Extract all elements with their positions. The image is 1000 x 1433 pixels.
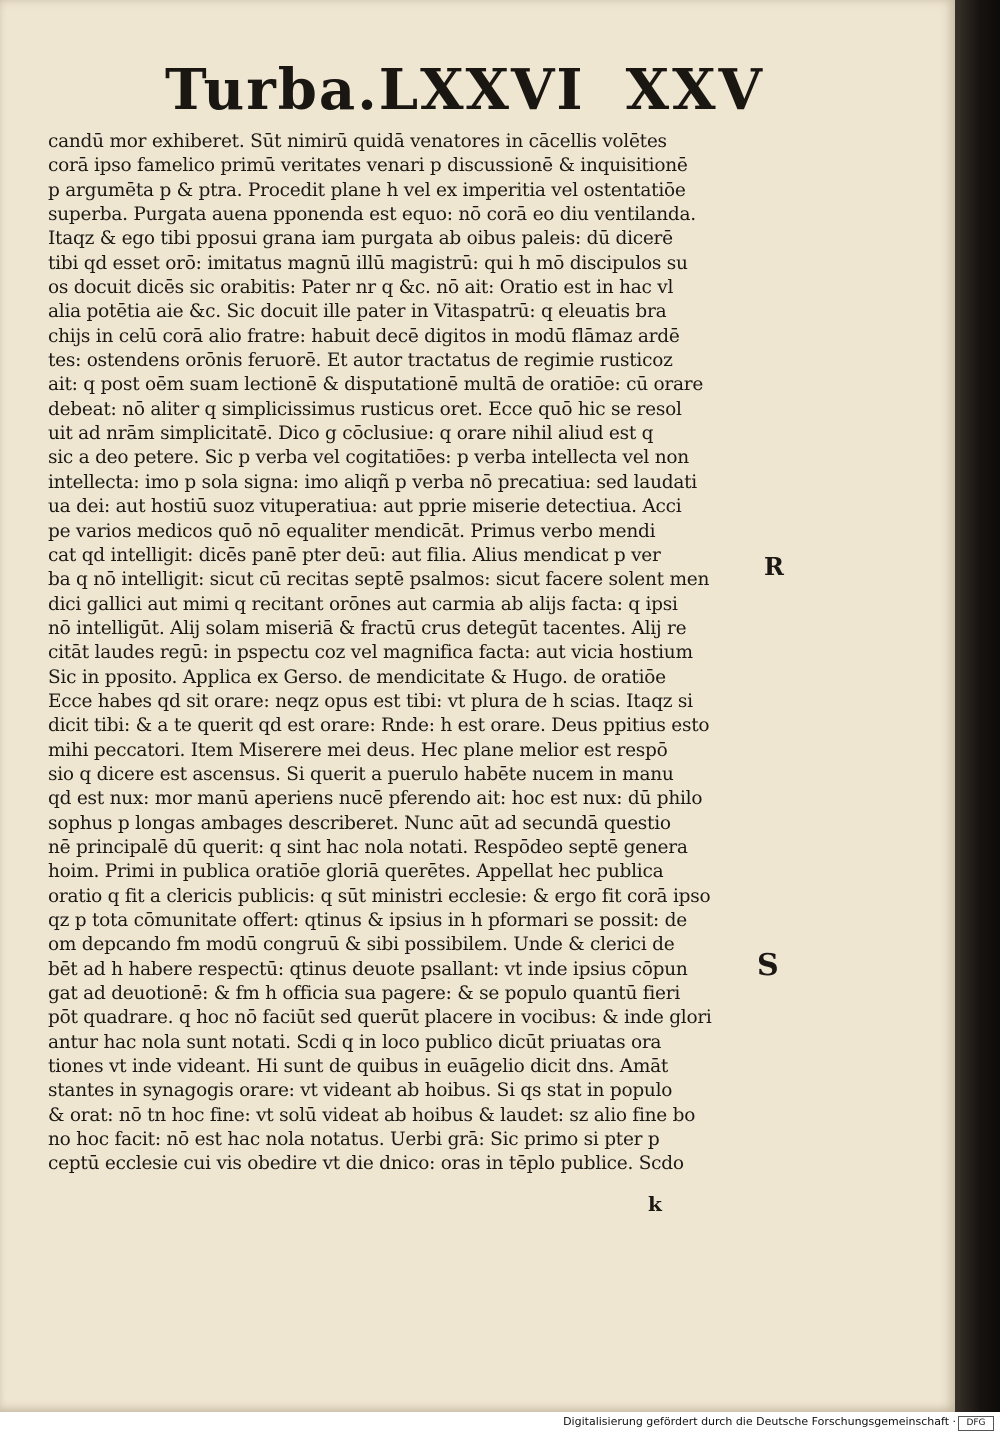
- text-line: om depcando fm modū congruū & sibi possibilem. Unde & clerici de: [48, 934, 675, 956]
- text-line: corā ipso famelico primū veritates venari p discussionē & inquisitionē: [48, 155, 688, 177]
- text-line: tes: ostendens orōnis feruorē. Et autor tractatus de regimie rusticoz: [48, 350, 673, 372]
- running-title: Turba.LXXVI: [165, 57, 585, 123]
- text-line: nē principalē dū querit: q sint hac nola notati. Respōdeo septē genera: [48, 836, 688, 858]
- text-line: stantes in synagogis orare: vt videant ab hoibus. Si qs stat in populo: [48, 1080, 673, 1102]
- text-line: oratio q fit a clericis publicis: q sūt ministri ecclesie: & ergo fit corā ipso: [48, 885, 711, 907]
- text-line: ba q nō intelligit: sicut cū recitas septē psalmos: sicut facere solent men: [48, 569, 710, 591]
- text-line: Ecce habes qd sit orare: neqz opus est tibi: vt plura de h scias. Itaqz si: [48, 690, 693, 712]
- text-line: ceptū ecclesie cui vis obedire vt die dnico: oras in tēplo publice. Scdo: [48, 1153, 684, 1175]
- text-line: superba. Purgata auena pponenda est equo: nō corā eo diu ventilanda.: [48, 204, 696, 226]
- text-line: dici gallici aut mimi q recitant orōnes aut carmia ab alijs facta: q ipsi: [48, 593, 678, 615]
- folio-number: XXV: [625, 57, 765, 123]
- text-line: intellecta: imo p sola signa: imo aliqñ p verba nō precatiua: sed laudati: [48, 471, 697, 493]
- margin-mark-r: R: [764, 552, 784, 581]
- text-line: sio q dicere est ascensus. Si querit a puerulo habēte nucem in manu: [48, 763, 674, 785]
- text-line: tibi qd esset orō: imitatus magnū illū magistrū: qui h mō discipulos su: [48, 252, 688, 274]
- text-line: nō intelligūt. Alij solam miseriā & fractū crus detegūt tacentes. Alij re: [48, 617, 687, 639]
- book-spine: [955, 0, 1000, 1412]
- text-line: Itaqz & ego tibi pposui grana iam purgata ab oibus paleis: dū dicerē: [48, 228, 673, 250]
- text-line: gat ad deuotionē: & fm h officia sua pagere: & se populo quantū fieri: [48, 983, 680, 1005]
- text-line: ua dei: aut hostiū suoz vituperatiua: aut pprie miserie detectiua. Acci: [48, 496, 682, 518]
- page-header: [165, 58, 765, 122]
- text-line: qz p tota cōmunitate offert: qtinus & ipsius in h pformari se possit: de: [48, 910, 687, 931]
- body-text: [48, 130, 768, 1177]
- text-line: & orat: nō tn hoc fine: vt solū videat ab hoibus & laudet: sz alio fine bo: [48, 1104, 696, 1126]
- text-line: citāt laudes regū: in pspectu coz vel magnifica facta: aut vicia hostium: [48, 642, 693, 664]
- text-line: p argumēta p & ptra. Procedit plane h vel ex imperitia vel ostentatiōe: [48, 179, 686, 201]
- text-line: ait: q post oēm suam lectionē & disputationē multā de oratiōe: cū orare: [48, 374, 704, 396]
- footer-bar: [0, 1412, 1000, 1433]
- signature-mark: k: [648, 1192, 662, 1216]
- text-line: no hoc facit: nō est hac nola notatus. Uerbi grā: Sic primo si pter p: [48, 1129, 660, 1151]
- text-line: antur hac nola sunt notati. Scdi q in loco publico dicūt priuatas ora: [48, 1031, 662, 1053]
- text-line: chijs in celū corā alio fratre: habuit decē digitos in modū flāmaz ardē: [48, 325, 680, 347]
- text-line: dicit tibi: & a te querit qd est orare: Rnde: h est orare. Deus ppitius esto: [48, 715, 710, 737]
- text-line: bēt ad h habere respectū: qtinus deuote psallant: vt inde ipsius cōpun: [48, 958, 688, 980]
- text-line: sic a deo petere. Sic p verba vel cogitatiōes: p verba intellecta vel non: [48, 447, 689, 469]
- text-line: pe varios medicos quō nō equaliter mendicāt. Primus verbo mendi: [48, 520, 656, 542]
- footer-credit: Digitalisierung gefördert durch die Deutsche Forschungsgemeinschaft ·: [563, 1415, 956, 1428]
- text-line: debeat: nō aliter q simplicissimus rusticus oret. Ecce quō hic se resol: [48, 398, 682, 420]
- text-line: cat qd intelligit: dicēs panē pter deū: aut filia. Alius mendicat p ver: [48, 544, 661, 566]
- text-line: os docuit dicēs sic orabitis: Pater nr q &c. nō ait: Oratio est in hac vl: [48, 277, 674, 299]
- margin-mark-s: S: [757, 948, 779, 983]
- text-line: sophus p longas ambages describeret. Nunc aūt ad secundā questio: [48, 812, 671, 834]
- dfg-logo: DFG: [958, 1416, 994, 1431]
- text-line: qd est nux: mor manū aperiens nucē pferendo ait: hoc est nux: dū philo: [48, 788, 703, 810]
- text-line: mihi peccatori. Item Miserere mei deus. Hec plane melior est respō: [48, 739, 668, 761]
- text-line: pōt quadrare. q hoc nō faciūt sed querūt placere in vocibus: & inde glori: [48, 1007, 712, 1029]
- text-line: tiones vt inde videant. Hi sunt de quibus in euāgelio dicit dns. Amāt: [48, 1056, 669, 1078]
- text-line: alia potētia aie &c. Sic docuit ille pater in Vitaspatrū: q eleuatis bra: [48, 301, 667, 323]
- text-line: uit ad nrām simplicitatē. Dico g cōclusiue: q orare nihil aliud est q: [48, 423, 654, 445]
- text-line: candū mor exhiberet. Sūt nimirū quidā venatores in cācellis volētes: [48, 131, 667, 152]
- text-line: hoim. Primi in publica oratiōe gloriā querētes. Appellat hec publica: [48, 861, 664, 883]
- text-line: Sic in pposito. Applica ex Gerso. de mendicitate & Hugo. de oratiōe: [48, 666, 666, 688]
